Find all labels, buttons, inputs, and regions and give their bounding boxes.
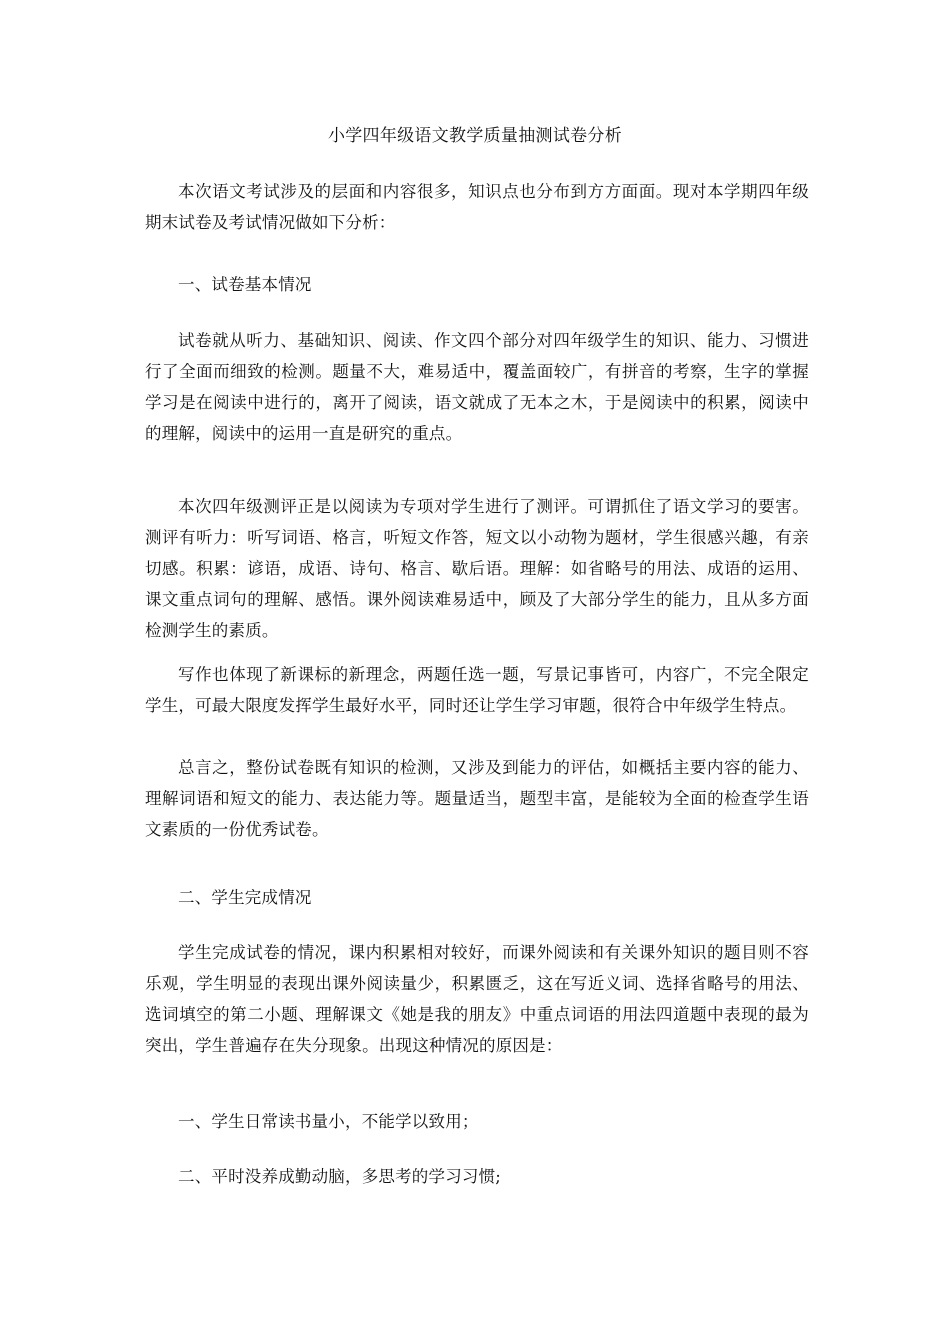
section-1-paragraph-3: 写作也体现了新课标的新理念，两题任选一题，写景记事皆可，内容广，不完全限定学生，可最大限度发挥学生最好水平，同时还让学生学习审题，很符合中年级学生特点。 — [145, 665, 809, 715]
section-1-paragraph-4: 总言之，整份试卷既有知识的检测，又涉及到能力的评估，如概括主要内容的能力、理解词语和短文的能力、表达能力等。题量适当，题型丰富，是能较为全面的检查学生语文素质的一份优秀试卷。 — [145, 758, 809, 839]
reason-item-1: 一、学生日常读书量小，不能学以致用； — [178, 1112, 479, 1131]
section-1-paragraph-1: 试卷就从听力、基础知识、阅读、作文四个部分对四年级学生的知识、能力、习惯进行了全面而细致的检测。题量不大，难易适中，覆盖面较广，有拼音的考察，生字的掌握学习是在阅读中进行的，离开了阅读，语文就成了无本之木，于是阅读中的积累，阅读中的理解，阅读中的运用一直是研究的重点。 — [145, 331, 809, 443]
intro-paragraph: 本次语文考试涉及的层面和内容很多，知识点也分布到方方面面。现对本学期四年级期末试卷及考试情况做如下分析： — [145, 182, 809, 232]
document-title: 小学四年级语文教学质量抽测试卷分析 — [327, 126, 623, 146]
section-1-paragraph-2: 本次四年级测评正是以阅读为专项对学生进行了测评。可谓抓住了语文学习的要害。测评有听力：听写词语、格言，听短文作答，短文以小动物为题材，学生很感兴趣，有亲切感。积累：谚语，成语、诗句、格言、歇后语。理解：如省略号的用法、成语的运用、课文重点词句的理解、感悟。课外阅读难易适中，顾及了大部分学生的能力，且从多方面检测学生的素质。 — [145, 497, 809, 640]
section-1-heading: 一、试卷基本情况 — [178, 275, 312, 294]
section-2-heading: 二、学生完成情况 — [178, 888, 312, 907]
section-2-paragraph-1: 学生完成试卷的情况，课内积累相对较好，而课外阅读和有关课外知识的题目则不容乐观，学生明显的表现出课外阅读量少，积累匮乏，这在写近义词、选择省略号的用法、选词填空的第二小题、理解课文《她是我的朋友》中重点词语的用法四道题中表现的最为突出，学生普遍存在失分现象。出现这种情况的原因是： — [145, 943, 809, 1055]
reason-item-2: 二、平时没养成勤动脑，多思考的学习习惯; — [178, 1167, 502, 1186]
